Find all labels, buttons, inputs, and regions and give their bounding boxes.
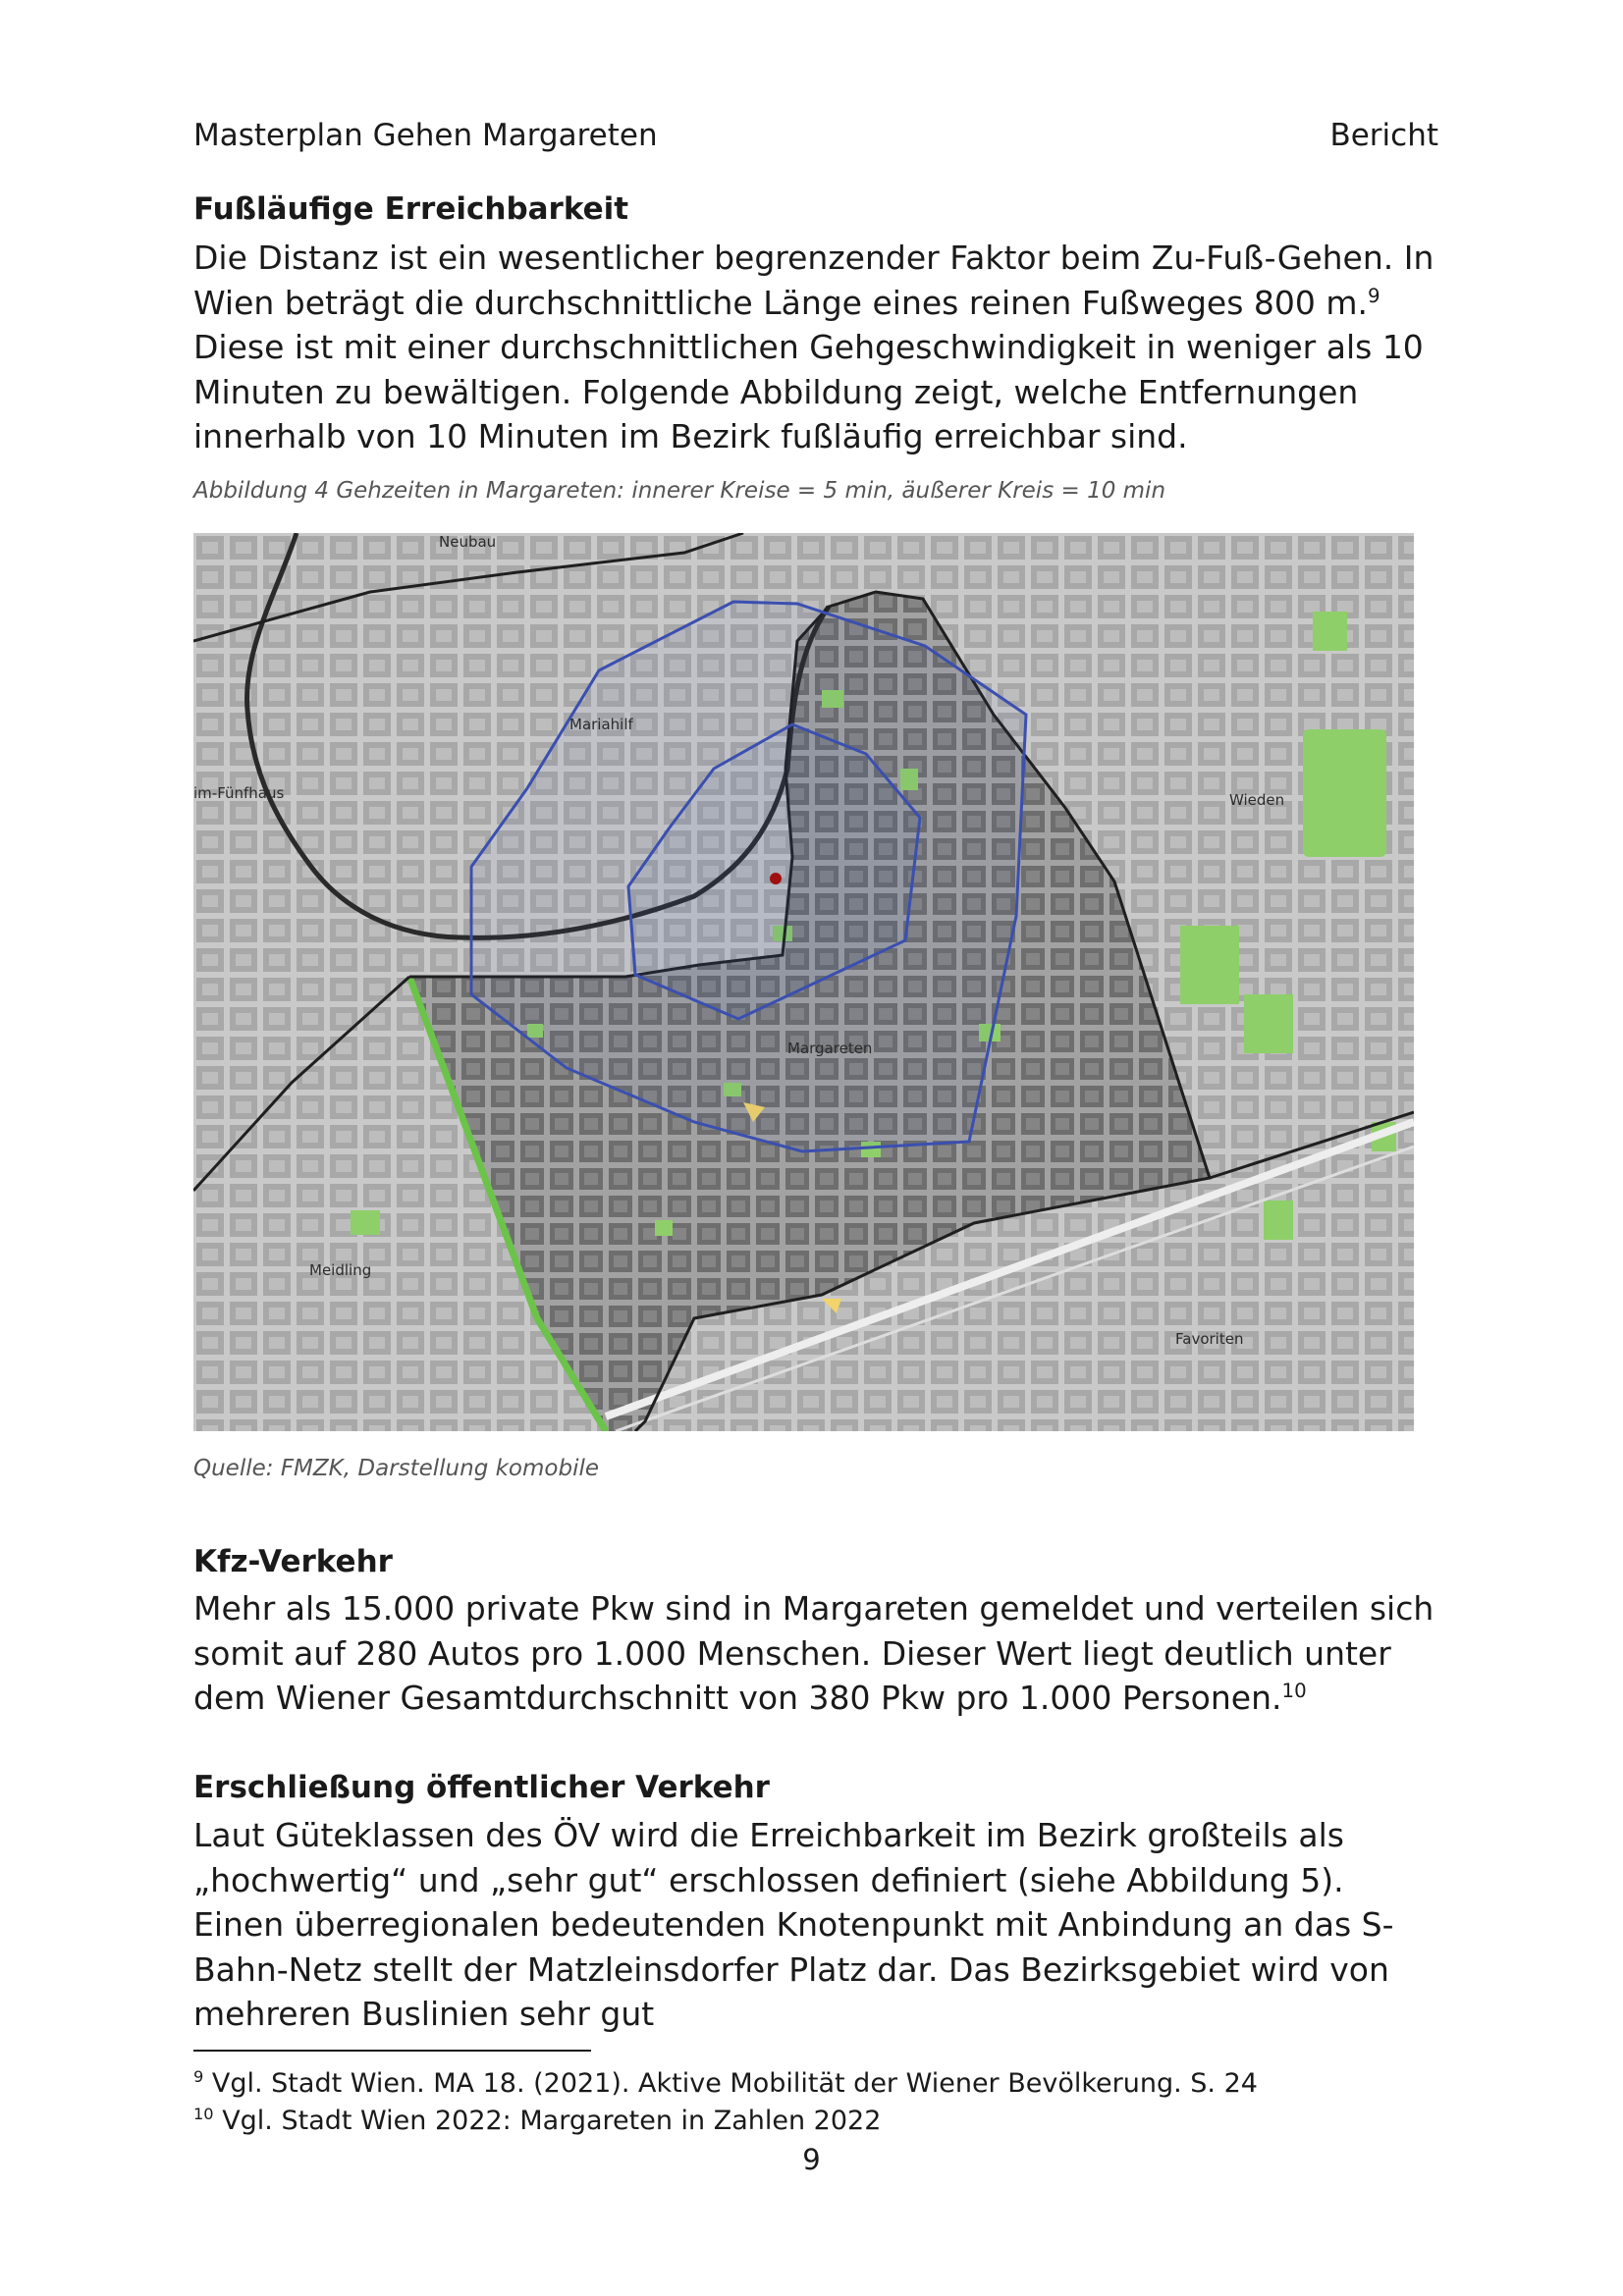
footnote xyxy=(193,2065,1258,2103)
map-graphic xyxy=(193,533,1414,1431)
map-label-neubau: Neubau xyxy=(439,533,497,551)
paragraph-part: Die Distanz ist ein wesentlicher begrenzender Faktor beim Zu-Fuß-Gehen. In Wien beträgt die durchschnittliche Länge eines reinen Fußweges 800 m. xyxy=(193,239,1434,322)
paragraph-oev: Laut Güteklassen des ÖV wird die Erreichbarkeit im Bezirk großteils als „hochwertig“ und „sehr gut“ erschlossen definiert (siehe Abbildung 5). Einen überregionalen bedeutenden Knotenpunkt mit Anbindung an das S-Bahn-Netz stellt der Matzleinsdorfer Platz dar. Das Bezirksgebiet wird von mehreren Buslinien sehr gut xyxy=(193,1816,1394,2033)
map-label-mariahilf: Mariahilf xyxy=(569,716,633,733)
paragraph-part: Mehr als 15.000 private Pkw sind in Margareten gemeldet und verteilen sich somit auf 280 Autos pro 1.000 Menschen. Dieser Wert liegt deutlich unter dem Wiener Gesamtdurchschnitt von 380 Pkw pro 1.000 Personen. xyxy=(193,1589,1434,1717)
footnote-ref: 10 xyxy=(1281,1680,1307,1702)
footnote-number: 10 xyxy=(193,2105,214,2123)
heading-walkability: Fußläufige Erreichbarkeit xyxy=(193,191,629,227)
center-marker xyxy=(770,873,782,884)
heading-kfz: Kfz-Verkehr xyxy=(193,1544,393,1579)
footnote-text: Vgl. Stadt Wien. MA 18. (2021). Aktive Mobilität der Wiener Bevölkerung. S. 24 xyxy=(203,2068,1258,2099)
paragraph-part: Diese ist mit einer durchschnittlichen Gehgeschwindigkeit in weniger als 10 Minuten zu bewältigen. Folgende Abbildung zeigt, welche Entfernungen innerhalb von 10 Minuten im Bezirk fußläufig erreichbar sind. xyxy=(193,328,1424,455)
footnote-separator xyxy=(193,2050,591,2052)
section-label: Bericht xyxy=(1329,118,1438,153)
footnote xyxy=(193,2103,881,2140)
footnote-text: Vgl. Stadt Wien 2022: Margareten in Zahlen 2022 xyxy=(213,2106,882,2136)
map-label-fuenfhaus: im-Fünfhaus xyxy=(193,784,285,802)
paragraph-kfz xyxy=(193,1586,1440,1721)
page-number: 9 xyxy=(802,2143,821,2176)
paragraph-walkability xyxy=(193,236,1440,459)
heading-oev: Erschließung öffentlicher Verkehr xyxy=(193,1770,770,1805)
document-title: Masterplan Gehen Margareten xyxy=(193,118,658,153)
map-label-margareten: Margareten xyxy=(787,1040,873,1057)
footnote-number: 9 xyxy=(193,2067,204,2086)
map-label-favoriten: Favoriten xyxy=(1175,1330,1244,1348)
figure-source: Quelle: FMZK, Darstellung komobile xyxy=(193,1456,600,1481)
figure-caption: Abbildung 4 Gehzeiten in Margareten: innerer Kreise = 5 min, äußerer Kreis = 10 min xyxy=(193,478,1166,504)
walking-time-map xyxy=(193,533,1414,1431)
map-label-meidling: Meidling xyxy=(309,1261,372,1279)
map-label-wieden: Wieden xyxy=(1229,791,1285,809)
footnote-ref: 9 xyxy=(1368,284,1380,307)
